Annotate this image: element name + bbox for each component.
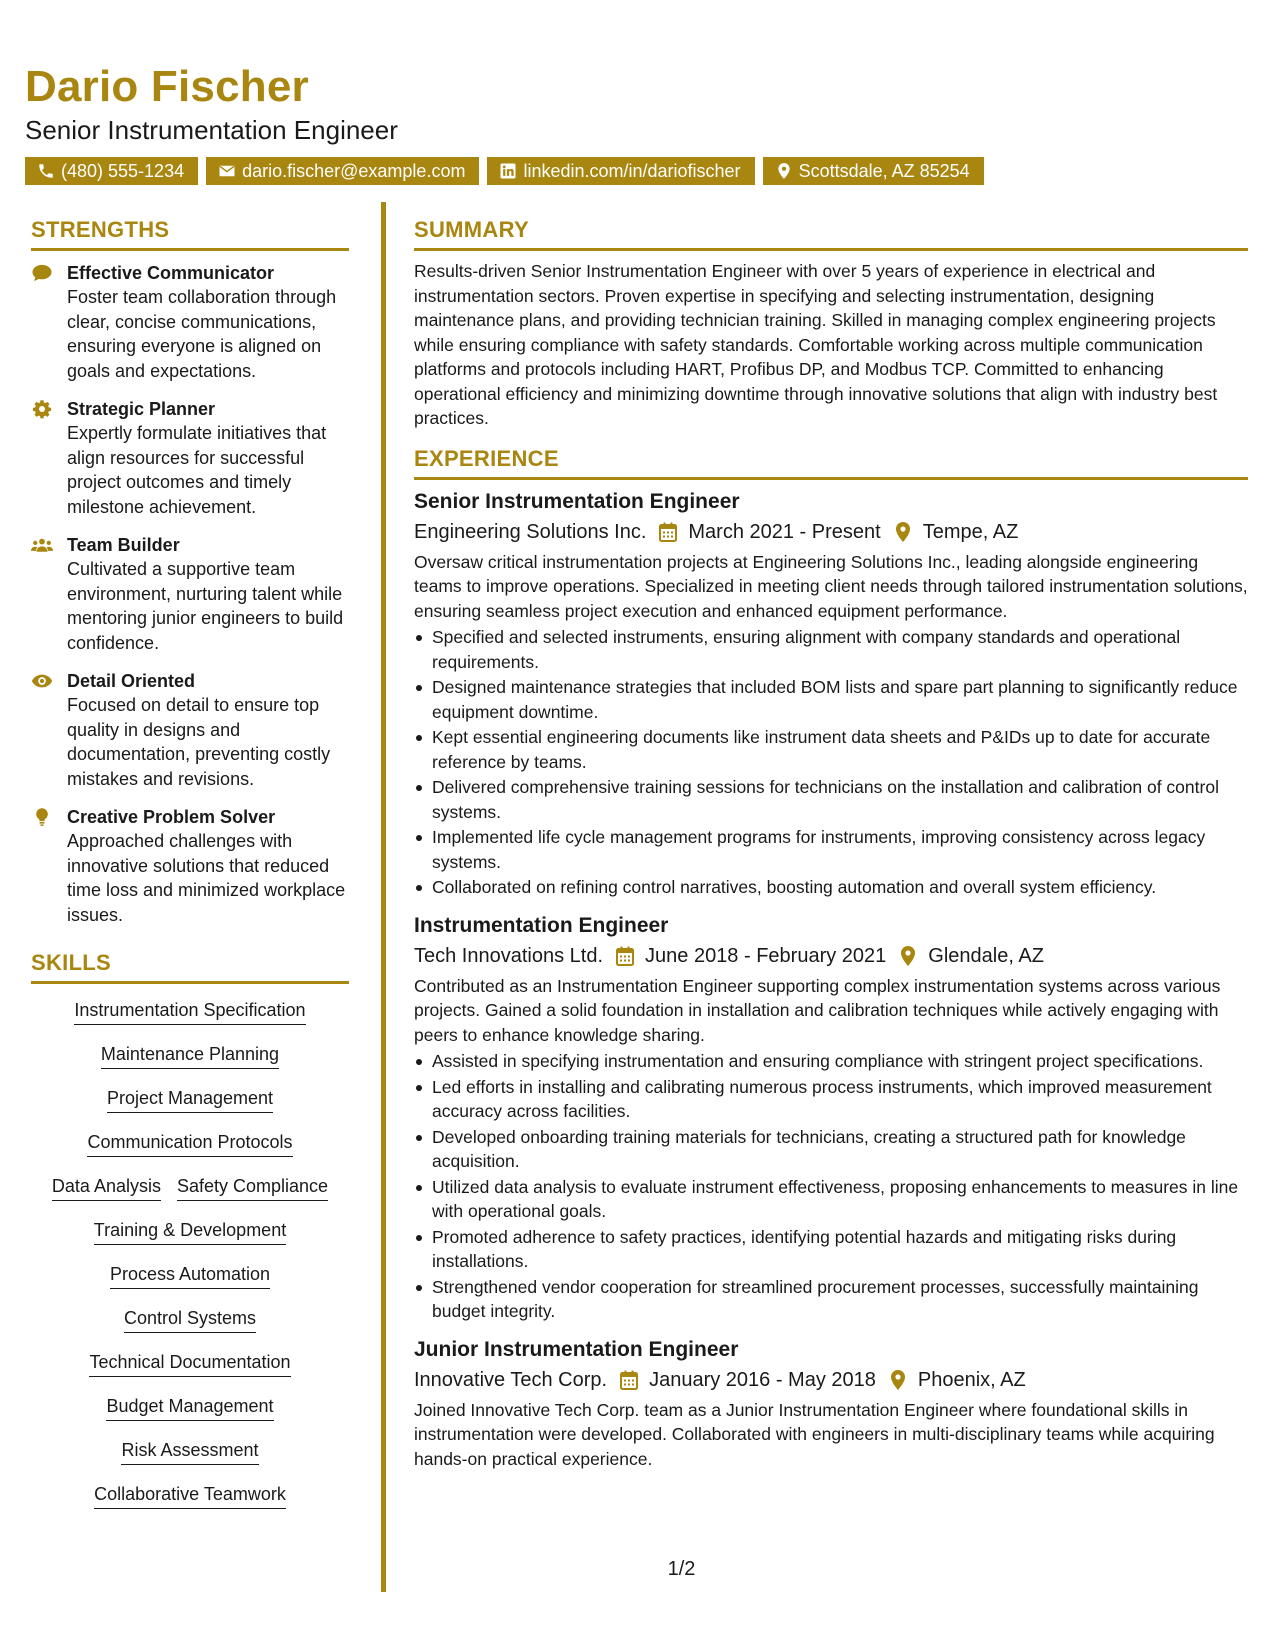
resume-header — [25, 62, 1255, 185]
skill-tag: Data Analysis — [52, 1174, 161, 1201]
speech-bubble-icon — [31, 263, 53, 283]
strength-title: Strategic Planner — [67, 399, 216, 419]
skills-heading: SKILLS — [31, 949, 349, 984]
job-dates: March 2021 - Present — [688, 520, 881, 543]
job-entry — [414, 1336, 1248, 1472]
calendar-icon — [619, 1369, 639, 1391]
skill-tag: Risk Assessment — [121, 1438, 258, 1465]
bullet-item: Strengthened vendor cooperation for streamlined procurement processes, successfully maintaining budget integrity. — [414, 1275, 1248, 1324]
job-location: Phoenix, AZ — [917, 1368, 1026, 1391]
map-pin-icon — [898, 945, 918, 967]
bullet-item: Implemented life cycle management programs for instruments, improving consistency across legacy systems. — [414, 825, 1248, 874]
strength-item — [31, 669, 349, 791]
skill-tag: Collaborative Teamwork — [94, 1482, 286, 1509]
candidate-name: Dario Fischer — [25, 62, 309, 111]
bullet-item: Promoted adherence to safety practices, identifying potential hazards and mitigating risks during installations. — [414, 1225, 1248, 1274]
bullet-item: Developed onboarding training materials for technicians, creating a structured path for knowledge acquisition. — [414, 1125, 1248, 1174]
skill-tag: Control Systems — [124, 1306, 256, 1333]
skill-tag: Technical Documentation — [89, 1350, 290, 1377]
bullet-item: Utilized data analysis to evaluate instrument effectiveness, proposing enhancements to measures in line with operational goals. — [414, 1175, 1248, 1224]
bullet-item: Collaborated on refining control narratives, boosting automation and overall system efficiency. — [414, 875, 1248, 900]
users-icon — [31, 535, 53, 555]
skill-tag: Training & Development — [94, 1218, 286, 1245]
page-number: 1/2 — [667, 1558, 696, 1580]
job-dates: June 2018 - February 2021 — [645, 944, 887, 967]
contact-location-text: Scottsdale, AZ 85254 — [798, 161, 970, 181]
job-dates: January 2016 - May 2018 — [649, 1368, 876, 1391]
strength-title: Creative Problem Solver — [67, 807, 276, 827]
strengths-heading: STRENGTHS — [31, 216, 349, 251]
strength-desc: Focused on detail to ensure top quality in designs and documentation, preventing costly mistakes and revisions. — [67, 695, 331, 789]
skill-tag: Process Automation — [110, 1262, 270, 1289]
contact-linkedin-text: linkedin.com/in/dariofischer — [523, 161, 741, 181]
contact-phone[interactable] — [25, 157, 198, 185]
skill-tag: Budget Management — [106, 1394, 273, 1421]
strength-title: Effective Communicator — [67, 263, 275, 283]
strength-title: Detail Oriented — [67, 671, 196, 691]
job-title: Senior Instrumentation Engineer — [414, 489, 740, 513]
experience-heading: EXPERIENCE — [414, 445, 1248, 480]
map-pin-icon — [893, 521, 913, 543]
lightbulb-icon — [31, 807, 53, 827]
strength-title: Team Builder — [67, 535, 180, 555]
bullet-item: Led efforts in installing and calibrating numerous process instruments, which improved measurement accuracy across facilities. — [414, 1075, 1248, 1124]
contact-linkedin[interactable] — [487, 157, 754, 185]
job-meta — [414, 517, 1248, 547]
contact-email-text: dario.fischer@example.com — [242, 161, 466, 181]
job-title: Instrumentation Engineer — [414, 913, 669, 937]
skill-tag: Project Management — [107, 1086, 273, 1113]
skill-tag: Maintenance Planning — [101, 1042, 279, 1069]
job-location: Tempe, AZ — [922, 520, 1019, 543]
left-column — [31, 216, 349, 1509]
bullet-item: Specified and selected instruments, ensuring alignment with company standards and operational requirements. — [414, 625, 1248, 674]
job-company: Innovative Tech Corp. — [414, 1368, 608, 1391]
job-meta — [414, 941, 1248, 971]
candidate-role: Senior Instrumentation Engineer — [25, 115, 398, 145]
bullet-item: Assisted in specifying instrumentation and ensuring compliance with stringent project specifications. — [414, 1049, 1248, 1074]
strengths-list — [31, 261, 349, 927]
job-description: Joined Innovative Tech Corp. team as a Junior Instrumentation Engineer where foundational skills in instrumentation were developed. Collaborated with engineers in multi-disciplinary teams while acquiring hands-on practical experience. — [414, 1399, 1215, 1469]
eye-icon — [31, 671, 53, 691]
strength-item — [31, 805, 349, 927]
job-meta — [414, 1365, 1248, 1395]
skill-tag: Communication Protocols — [87, 1130, 292, 1157]
contact-phone-text: (480) 555-1234 — [61, 161, 185, 181]
job-entry — [414, 912, 1248, 1324]
contact-bar — [25, 157, 1255, 185]
calendar-icon — [658, 521, 678, 543]
job-title: Junior Instrumentation Engineer — [414, 1337, 739, 1361]
envelope-icon — [218, 162, 236, 180]
strength-desc: Cultivated a supportive team environment, nurturing talent while mentoring junior engineers to build confidence. — [67, 559, 344, 653]
job-bullets — [414, 1049, 1248, 1324]
job-bullets — [414, 625, 1248, 900]
summary-text: Results-driven Senior Instrumentation Engineer with over 5 years of experience in electrical and instrumentation sectors. Proven expertise in specifying and selecting instrumentation, designing maintenance plans, and providing technician training. Skilled in managing complex engineering projects while ensuring compliance with safety standards. Comfortable working across multiple communication platforms and protocols including HART, Profibus DP, and Modbus TCP. Committed to enhancing operational efficiency and minimizing downtime through innovative solutions that align with industry best practices. — [414, 261, 1218, 428]
strength-item — [31, 533, 349, 655]
job-entry — [414, 488, 1248, 900]
job-company: Engineering Solutions Inc. — [414, 520, 647, 543]
job-location: Glendale, AZ — [928, 944, 1044, 967]
right-column — [414, 216, 1248, 1471]
strength-desc: Expertly formulate initiatives that align resources for successful project outcomes and timely milestone achievement. — [67, 423, 327, 517]
contact-email[interactable] — [206, 157, 479, 185]
strength-item — [31, 261, 349, 383]
job-description: Oversaw critical instrumentation projects at Engineering Solutions Inc., leading alongside engineering teams to improve operations. Specialized in meeting client needs through tailored instrumentation solutions, ensuring seamless project execution and enhanced equipment performance. — [414, 551, 1248, 621]
bullet-item: Designed maintenance strategies that included BOM lists and spare part planning to significantly reduce equipment downtime. — [414, 675, 1248, 724]
strength-desc: Foster team collaboration through clear, concise communications, ensuring everyone is aligned on goals and expectations. — [67, 287, 337, 381]
column-divider — [381, 202, 386, 1592]
job-description: Contributed as an Instrumentation Engineer supporting complex instrumentation systems across various projects. Gained a solid foundation in installation and calibration techniques while actively engaging with peers to enhance knowledge sharing. — [414, 975, 1221, 1045]
calendar-icon — [615, 945, 635, 967]
linkedin-icon — [499, 162, 517, 180]
phone-icon — [37, 162, 55, 180]
summary-heading: SUMMARY — [414, 216, 1248, 251]
map-pin-icon — [775, 162, 793, 180]
job-company: Tech Innovations Ltd. — [414, 944, 604, 967]
strength-item — [31, 397, 349, 519]
bullet-item: Kept essential engineering documents like instrument data sheets and P&IDs up to date for accurate reference by teams. — [414, 725, 1248, 774]
skill-tag: Safety Compliance — [177, 1174, 328, 1201]
gear-icon — [31, 399, 53, 419]
map-pin-icon — [888, 1369, 908, 1391]
skills-list — [31, 998, 349, 1509]
bullet-item: Delivered comprehensive training sessions for technicians on the installation and calibration of control systems. — [414, 775, 1248, 824]
contact-location[interactable] — [763, 157, 984, 185]
skill-tag: Instrumentation Specification — [74, 998, 305, 1025]
strength-desc: Approached challenges with innovative solutions that reduced time loss and minimized workplace issues. — [67, 831, 346, 925]
